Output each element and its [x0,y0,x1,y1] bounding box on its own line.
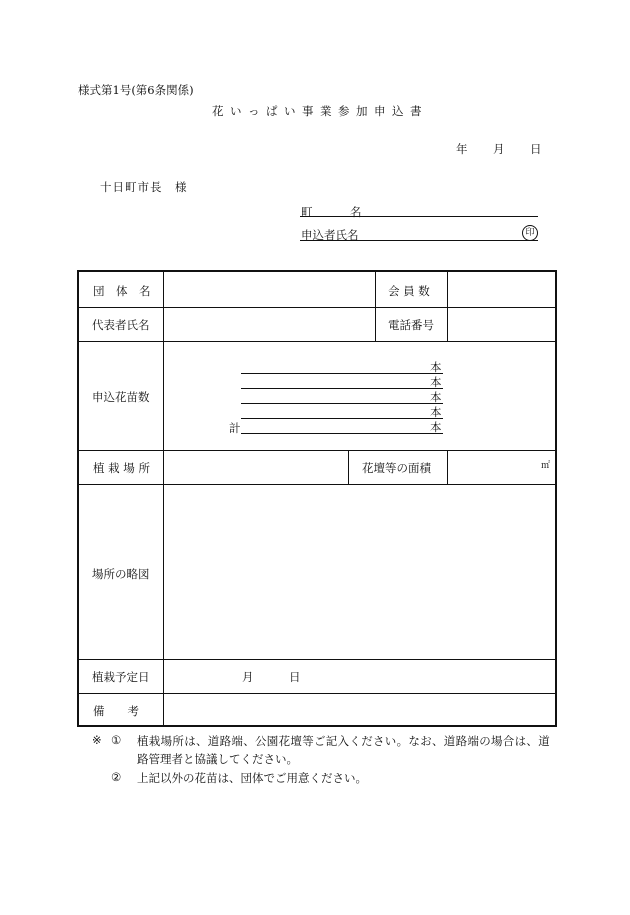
note-1-number: ① [111,733,122,747]
addressee: 十日町市長 様 [100,180,188,194]
seedling-entry-line[interactable] [241,373,443,374]
date-month-label: 月 [493,142,505,156]
phone-number-label: 電話番号 [388,318,434,332]
row-divider [79,450,555,451]
row-divider [79,659,555,660]
planting-month-label: 月 [242,670,254,684]
note-2-text: 上記以外の花苗は、団体でご用意ください。 [137,771,367,785]
column-divider [348,450,349,484]
seedling-entry-line[interactable] [241,418,443,419]
representative-name-label: 代表者氏名 [92,318,150,332]
note-1-line-2: 路管理者と協議してください。 [137,752,298,766]
label-column-divider [163,272,164,725]
town-label-part1: 町 [301,205,313,219]
document-title: 花いっぱい事業参加申込書 [212,104,428,118]
column-divider [447,450,448,484]
planting-day-label: 日 [289,670,301,684]
remarks-label: 備 考 [93,704,139,718]
column-divider [375,272,376,341]
seedlings-count-label: 申込花苗数 [92,390,150,404]
planting-date-label: 植栽予定日 [92,670,150,684]
row-divider [79,341,555,342]
applicant-name-label: 申込者氏名 [301,228,359,242]
note-1-line-1: 植栽場所は、道路端、公園花壇等ご記入ください。なお、道路端の場合は、道 [137,734,550,748]
seedling-entry-line[interactable] [241,388,443,389]
total-label: 計 [229,421,241,435]
application-form-table [77,270,557,727]
seedling-total-line[interactable] [241,433,443,434]
row-divider [79,484,555,485]
row-divider [79,693,555,694]
location-map-label: 場所の略図 [92,567,150,581]
seedling-entry-line[interactable] [241,403,443,404]
note-2-number: ② [111,770,122,784]
town-label-part2: 名 [350,205,362,219]
town-input-line[interactable] [300,216,538,217]
seedling-unit: 本 [430,405,442,419]
note-mark: ※ [92,733,102,747]
seedling-unit: 本 [430,420,442,434]
seal-mark: 印 [522,225,538,241]
member-count-label: 会 員 数 [388,284,430,298]
form-number: 様式第1号(第6条関係) [78,83,194,97]
seedling-unit: 本 [430,375,442,389]
area-unit: ㎡ [541,461,551,471]
seedling-unit: 本 [430,360,442,374]
applicant-name-input-line[interactable] [300,240,538,241]
row-divider [79,307,555,308]
column-divider [447,272,448,341]
planting-place-label: 植 栽 場 所 [93,461,150,475]
bed-area-label: 花壇等の面積 [362,461,431,475]
date-year-label: 年 [456,142,468,156]
date-day-label: 日 [530,142,542,156]
seedling-unit: 本 [430,390,442,404]
group-name-label: 団 体 名 [93,284,151,298]
